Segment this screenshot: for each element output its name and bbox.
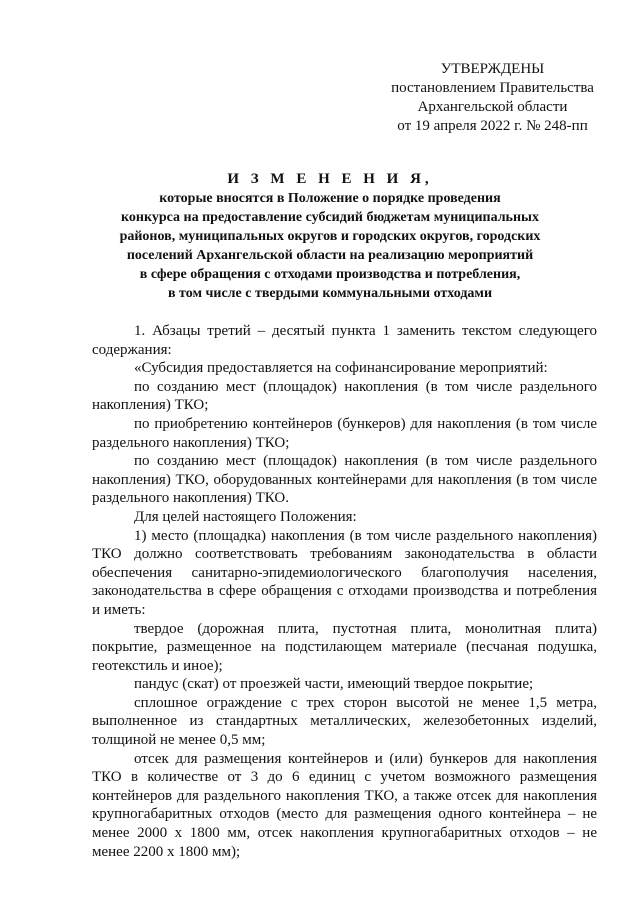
body-paragraph: отсек для размещения контейнеров и (или) бункеров для накопления ТКО в количестве от 3 до 6 единиц с учетом возможного размещения контейнеров для раздельного накопления ТКО, а также отсек для накопления крупногабаритных отходов (место для размещения одного контейнера – не менее 2000 х 1800 мм, отсек накопления крупногабаритных отходов – не менее 2200 х 1800 мм); xyxy=(92,750,597,860)
document-body xyxy=(92,322,597,861)
approval-line: Архангельской области xyxy=(417,99,568,115)
title-line: в сфере обращения с отходами производства и потребления, xyxy=(139,267,521,282)
title-line: конкурса на предоставление субсидий бюджетам муниципальных xyxy=(121,210,539,225)
body-paragraph: по созданию мест (площадок) накопления (в том числе раздельного накопления) ТКО, оборудованных контейнерами для накопления (в том числе раздельного накопления) ТКО. xyxy=(92,453,597,507)
body-paragraph: 1. Абзацы третий – десятый пункта 1 заменить текстом следующего содержания: xyxy=(92,323,597,358)
body-paragraph: «Субсидия предоставляется на софинансирование мероприятий: xyxy=(134,360,548,377)
body-paragraph: пандус (скат) от проезжей части, имеющий твердое покрытие; xyxy=(134,676,534,693)
title-line: поселений Архангельской области на реализацию мероприятий xyxy=(126,248,534,263)
body-paragraph: сплошное ограждение с трех сторон высотой не менее 1,5 метра, выполненное из стандартных металлических, железобетонных изделий, толщиной не менее 0,5 мм; xyxy=(92,694,597,749)
body-paragraph: твердое (дорожная плита, пустотная плита, монолитная плита) покрытие, размещенное на подстилающем материале (песчаная подушка, геотекстиль и иное); xyxy=(92,620,597,674)
title-line: в том числе с твердыми коммунальными отходами xyxy=(167,286,493,301)
approval-line: постановлением Правительства xyxy=(391,80,594,96)
body-paragraph: 1) место (площадка) накопления (в том числе раздельного накопления) ТКО должно соответствовать требованиям законодательства в области обеспечения санитарно-эпидемиологического благополучия населения, законодательства в сфере обращения с отходами производства и потребления и иметь: xyxy=(92,527,597,618)
title-line: которые вносятся в Положение о порядке проведения xyxy=(159,191,501,206)
body-paragraph: по созданию мест (площадок) накопления (в том числе раздельного накопления) ТКО; xyxy=(92,378,597,414)
approval-date: от 19 апреля 2022 г. № 248-пп xyxy=(397,118,588,134)
approval-stamp xyxy=(380,60,605,136)
document-title xyxy=(90,170,570,303)
approval-title: УТВЕРЖДЕНЫ xyxy=(440,61,545,77)
title-heading: И З М Е Н Е Н И Я, xyxy=(227,171,433,187)
body-paragraph: по приобретению контейнеров (бункеров) для накопления (в том числе раздельного накопления) ТКО; xyxy=(92,415,597,451)
title-line: районов, муниципальных округов и городских округов, городских xyxy=(119,229,541,244)
body-paragraph: Для целей настоящего Положения: xyxy=(134,508,357,525)
